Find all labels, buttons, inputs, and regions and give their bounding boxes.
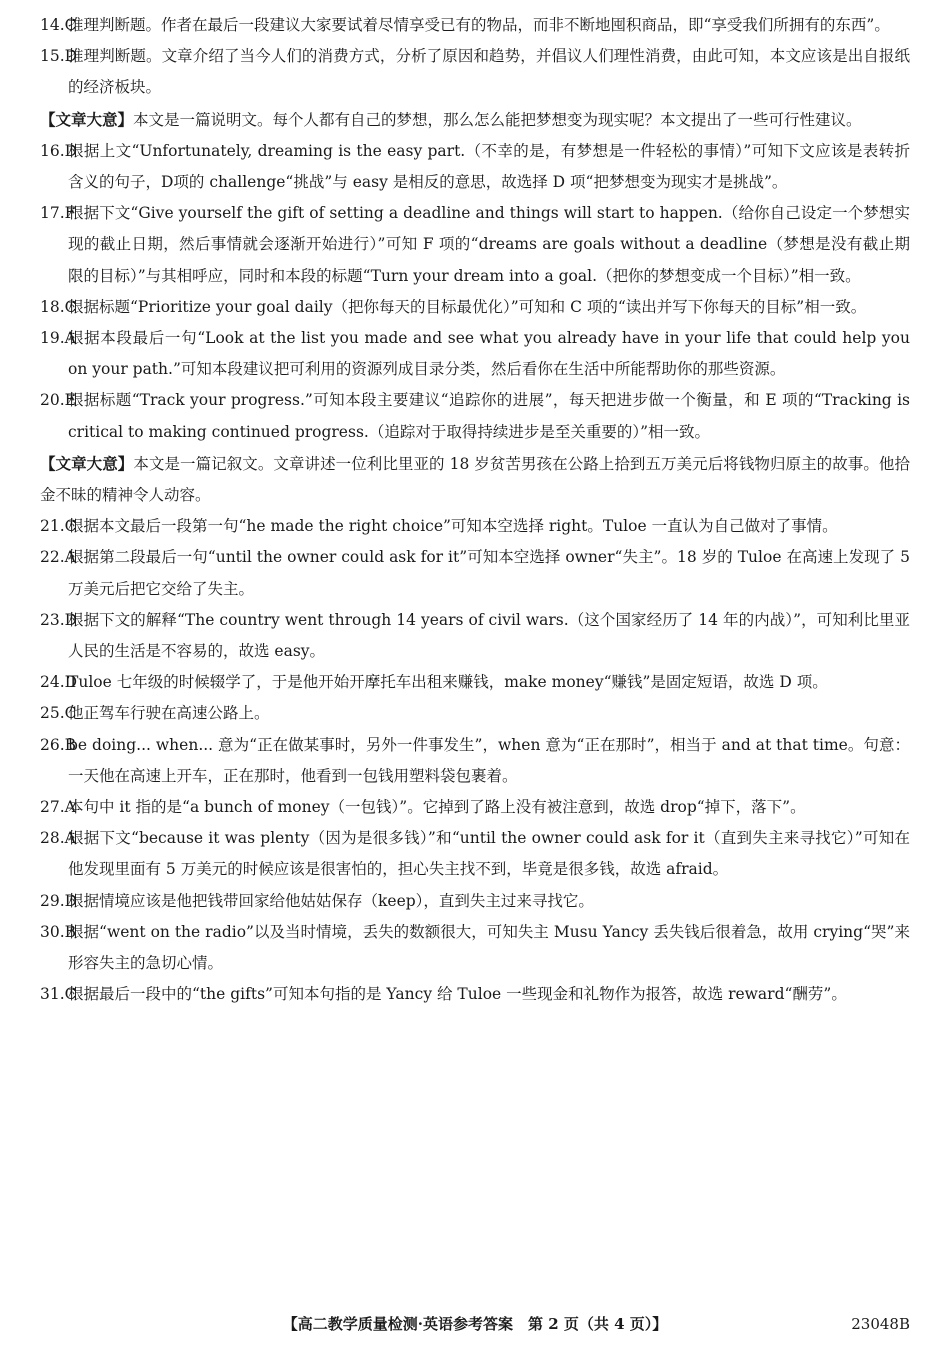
answer-item-30 <box>40 917 910 979</box>
summary-tag: 【文章大意】 <box>40 109 134 129</box>
answer-explanation: 根据“went on the radio”以及当时情境，丢失的数额很大，可知失主 Musu Yancy 丢失钱后很着急，故用 crying“哭”来形容失主的急切心情。 <box>68 922 910 973</box>
answer-explanation: 根据下文“because it was plenty（因为是很多钱）”和“until the owner could ask for it（直到失主来寻找它）”可知在他发现里面有 5 万美元的时候应该是很害怕的，担心失主找不到，毕竟是很多钱，故选 afraid。 <box>68 829 910 879</box>
answer-explanation: 根据第二段最后一句“until the owner could ask for it”可知本空选择 owner“失主”。18 岁的 Tuloe 在高速上发现了 5 万美元后把它交给了失主。 <box>68 548 910 598</box>
answer-number: 16.D <box>40 141 78 160</box>
answer-content <box>40 10 910 1011</box>
answer-number: 18.C <box>40 297 77 316</box>
answer-item-24 <box>40 667 910 698</box>
answer-explanation: 根据下文的解释“The country went through 14 years of civil wars.（这个国家经历了 14 年的内战）”，可知利比里亚人民的生活是不容易的，故选 easy。 <box>68 610 910 661</box>
answer-number: 19.A <box>40 329 76 348</box>
answer-item-25 <box>40 698 910 729</box>
answer-explanation: Tuloe 七年级的时候辍学了，于是他开始开摩托车出租来赚钱，make money“赚钱”是固定短语，故选 D 项。 <box>68 673 828 692</box>
answer-item-18 <box>40 292 910 323</box>
answer-number: 23.D <box>40 610 78 629</box>
answer-number: 21.C <box>40 517 77 536</box>
answer-explanation: 根据下文“Give yourself the gift of setting a deadline and things will start to happen.（给你自己设定一个梦想实现的截止日期，然后事情就会逐渐开始进行）”可知 F 项的“dreams are goals without a deadline（梦想是没有截止期限的目标）”与其相呼应，同时和本段的标题“Turn your dream into a goal.（把你的梦想变成一个目标）”相一致。 <box>68 204 910 285</box>
summary-text: 本文是一篇记叙文。文章讲述一位利比里亚的 18 岁贫苦男孩在公路上拾到五万美元后将钱物归原主的故事。他拾金不昧的精神令人动容。 <box>40 454 910 505</box>
answer-number: 17.F <box>40 204 76 223</box>
answer-explanation: 他正驾车行驶在高速公路上。 <box>68 704 270 723</box>
answer-explanation: 根据本文最后一段第一句“he made the right choice”可知本空选择 right。Tuloe 一直认为自己做对了事情。 <box>68 517 838 536</box>
answer-item-19 <box>40 323 910 385</box>
answer-item-15 <box>40 41 910 103</box>
answer-explanation: 根据情境应该是他把钱带回家给他姑姑保存（keep），直到失主过来寻找它。 <box>68 891 594 910</box>
answer-number: 14.C <box>40 16 77 34</box>
answer-explanation: 根据标题“Track your progress.”可知本段主要建议“追踪你的进展”，每天把进步做一个衡量，和 E 项的“Tracking is critical to making continued progress.（追踪对于取得持续进步是至关重要的）”相一致。 <box>68 391 910 441</box>
summary-tag: 【文章大意】 <box>40 453 134 473</box>
answer-number: 28.A <box>40 829 76 848</box>
answer-item-16 <box>40 136 910 198</box>
answer-explanation: 本句中 it 指的是“a bunch of money（一包钱）”。它掉到了路上没有被注意到，故选 drop“掉下，落下”。 <box>68 798 806 817</box>
answer-number: 31.C <box>40 985 77 1004</box>
answer-explanation: 根据标题“Prioritize your goal daily（把你每天的目标最优化）”可知和 C 项的“读出并写下你每天的目标”相一致。 <box>68 297 867 316</box>
answer-item-29 <box>40 886 910 917</box>
passage-summary-1 <box>40 104 910 136</box>
answer-item-21 <box>40 511 910 542</box>
answer-explanation: 推理判断题。作者在最后一段建议大家要试着尽情享受已有的物品，而非不断地囤积商品，即“享受我们所拥有的东西”。 <box>68 16 890 34</box>
footer-title: 【高二教学质量检测·英语参考答案 第 2 页（共 4 页）】 <box>282 1315 668 1333</box>
answer-item-31 <box>40 979 910 1010</box>
answer-item-26 <box>40 730 910 792</box>
answer-number: 27.A <box>40 798 76 817</box>
answer-number: 15.D <box>40 47 78 66</box>
answer-item-20 <box>40 385 910 447</box>
answer-number: 22.A <box>40 548 76 567</box>
summary-text: 本文是一篇说明文。每个人都有自己的梦想，那么怎么能把梦想变为现实呢？本文提出了一些可行性建议。 <box>133 110 862 129</box>
answer-explanation: be doing... when... 意为“正在做某事时，另外一件事发生”，when 意为“正在那时”，相当于 and at that time。句意：一天他在高速上开车，正在那时，他看到一包钱用塑料袋包裹着。 <box>68 735 910 785</box>
answer-explanation: 根据上文“Unfortunately, dreaming is the easy part.（不幸的是，有梦想是一件轻松的事情）”可知下文应该是表转折含义的句子，D项的 challenge“挑战”与 easy 是相反的意思，故选择 D 项“把梦想变为现实才是挑战”。 <box>68 141 910 192</box>
answer-number: 29.D <box>40 891 78 910</box>
answer-item-23 <box>40 605 910 667</box>
page-footer <box>40 1310 910 1338</box>
answer-item-22 <box>40 542 910 604</box>
answer-item-14 <box>40 10 910 41</box>
answer-number: 20.E <box>40 391 76 410</box>
answer-explanation: 推理判断题。文章介绍了当今人们的消费方式，分析了原因和趋势，并倡议人们理性消费，由此可知，本文应该是出自报纸的经济板块。 <box>68 47 910 97</box>
answer-number: 30.B <box>40 922 77 941</box>
footer-code: 23048B <box>851 1315 910 1333</box>
answer-number: 26.B <box>40 735 77 754</box>
answer-item-27 <box>40 792 910 823</box>
answer-number: 24.D <box>40 673 78 692</box>
answer-item-28 <box>40 823 910 885</box>
answer-number: 25.C <box>40 704 77 723</box>
passage-summary-2 <box>40 448 910 511</box>
answer-explanation: 根据最后一段中的“the gifts”可知本句指的是 Yancy 给 Tuloe 一些现金和礼物作为报答，故选 reward“酬劳”。 <box>68 985 847 1004</box>
answer-item-17 <box>40 198 910 292</box>
answer-explanation: 根据本段最后一句“Look at the list you made and see what you already have in your life that could help you on your path.”可知本段建议把可利用的资源列成目录分类，然后看你在生活中所能帮助你的那些资源。 <box>68 329 910 379</box>
